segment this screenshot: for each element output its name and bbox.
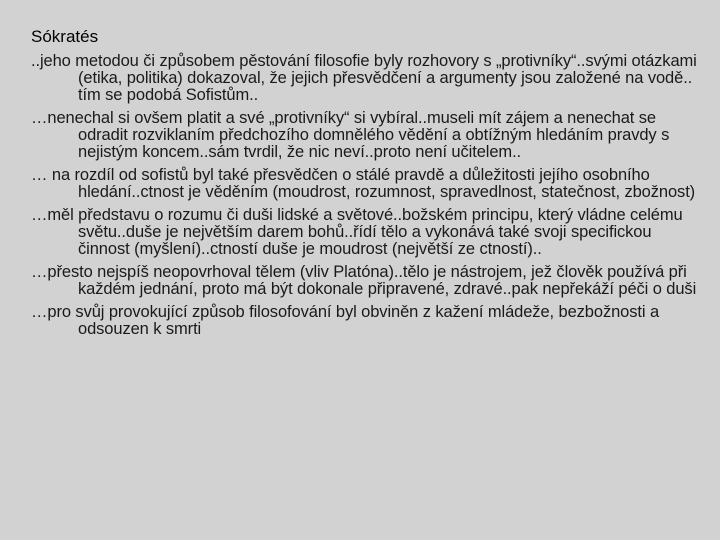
paragraph: …měl představu o rozumu či duši lidské a světové..božském principu, který vládne celému světu..duše je největším darem bohů..řídí tělo a vykonává také svoji specifickou činnost (myšlení)..ctností duše je moudrost (největší ze ctností).. <box>31 206 683 258</box>
paragraph: … na rozdíl od sofistů byl také přesvědčen o stálé pravdě a důležitosti jejího osobního hledání..ctnost je věděním (moudrost, rozumnost, spravedlnost, statečnost, zbožnost) <box>31 166 696 201</box>
paragraph: …přesto nejspíš neopovrhoval tělem (vliv Platóna)..tělo je nástrojem, jež člověk používá při každém jednání, proto má být dokonale připravené, zdravé..pak nepřekáží péči o duši <box>31 263 697 298</box>
paragraph: …nenechal si ovšem platit a své „protivníky“ si vybíral..museli mít zájem a nenechat se odradit rozviklaním předchozího domnělého vědění a obtížným hledáním pravdy s nejistým koncem..sám tvrdil, že nic neví..proto není učitelem.. <box>31 109 670 161</box>
paragraph: …pro svůj provokující způsob filosofování byl obviněn z kažení mládeže, bezbožnosti a odsouzen k smrti <box>31 303 660 338</box>
paragraph: ..jeho metodou či způsobem pěstování filosofie byly rozhovory s „protivníky“..svými otázkami (etika, politika) dokazoval, že jejich přesvědčení a argumenty jsou založené na vodě.. tím se podobá Sofistům.. <box>31 52 697 104</box>
slide-title: Sókratés <box>31 27 99 46</box>
